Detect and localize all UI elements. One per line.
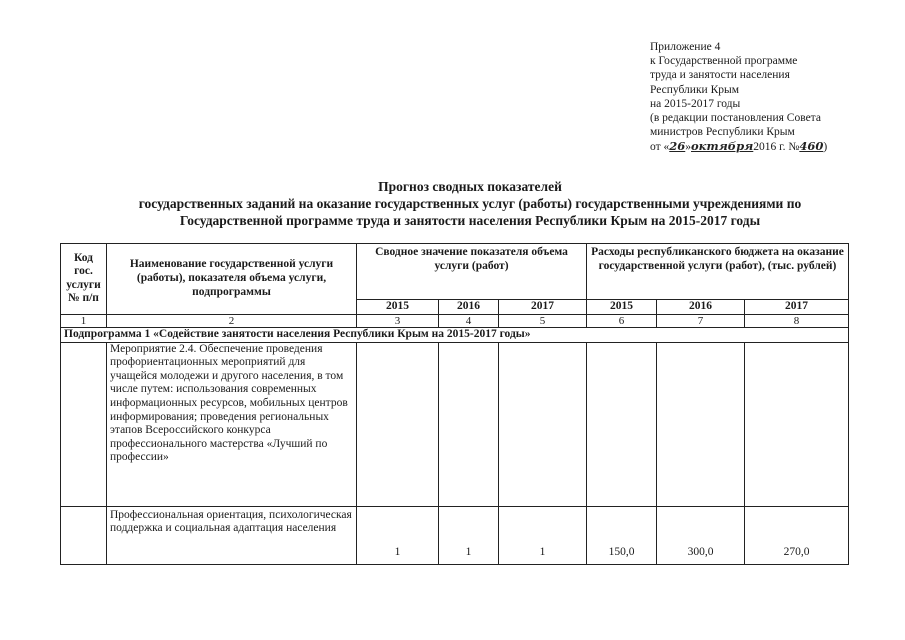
header-code: Код гос. услуги № п/п: [61, 244, 107, 315]
date-mid: »: [685, 141, 692, 154]
header-year: 2016: [439, 300, 499, 315]
date-month-handwritten: октября: [691, 139, 754, 154]
date-suffix: 2016 г. №: [753, 141, 800, 154]
date-day-handwritten: 26: [669, 139, 686, 154]
expense-2016: 300,0: [657, 506, 745, 564]
annex-line: (в редакции постановления Совета: [650, 112, 821, 125]
date-number-handwritten: 460: [799, 139, 824, 154]
title-line-1: Прогноз сводных показателей: [378, 179, 562, 194]
volume-2015: 1: [357, 506, 439, 564]
measure-description: Мероприятие 2.4. Обеспечение проведения профориентационных мероприятий для учащейся молодежи и другого населения, в том числе путем: использования современных информационных ресурсов, мобильных центров информирования; проведения региональных этапов Всероссийского конкурса профессионального мастерства «Лучший по профессии»: [107, 342, 357, 506]
column-number: 6: [587, 314, 657, 327]
header-year: 2017: [745, 300, 849, 315]
column-number: 2: [107, 314, 357, 327]
header-volume: Сводное значение показателя объема услуги (работ): [357, 244, 587, 300]
column-number: 7: [657, 314, 745, 327]
annex-line: на 2015-2017 годы: [650, 97, 741, 110]
expense-2015: 150,0: [587, 506, 657, 564]
title-line-3: Государственной программе труда и занятости населения Республики Крым на 2015-2017 годы: [179, 213, 761, 228]
volume-2016: 1: [439, 506, 499, 564]
header-expenses: Расходы республиканского бюджета на оказание государственной услуги (работ), (тыс. рублей): [587, 244, 849, 300]
subprogram-title: Подпрограмма 1 «Содействие занятости населения Республики Крым на 2015-2017 годы»: [61, 327, 849, 342]
annex-line: труда и занятости населения: [650, 69, 790, 82]
forecast-table: [60, 243, 849, 565]
title-line-2: государственных заданий на оказание государственных услуг (работы) государственными учреждениями по: [138, 196, 802, 211]
expense-2017: 270,0: [745, 506, 849, 564]
header-name: Наименование государственной услуги (работы), показателя объема услуги, подпрограммы: [107, 244, 357, 315]
header-year: 2015: [587, 300, 657, 315]
header-year: 2016: [657, 300, 745, 315]
volume-2017: 1: [499, 506, 587, 564]
column-number: 5: [499, 314, 587, 327]
header-year: 2017: [499, 300, 587, 315]
column-number: 8: [745, 314, 849, 327]
document-title: [60, 178, 880, 229]
service-name: Профессиональная ориентация, психологическая поддержка и социальная адаптация населения: [107, 506, 357, 564]
column-number: 3: [357, 314, 439, 327]
column-number: 1: [61, 314, 107, 327]
annex-line: Приложение 4: [650, 41, 721, 53]
annex-date-line: от «26»октября2016 г. №460): [650, 139, 828, 154]
annex-line: Республики Крым: [650, 83, 739, 96]
annex-block: [650, 40, 827, 155]
date-prefix: от «: [650, 141, 670, 154]
annex-line: к Государственной программе: [650, 55, 798, 68]
column-number: 4: [439, 314, 499, 327]
header-year: 2015: [357, 300, 439, 315]
annex-line: министров Республики Крым: [650, 126, 795, 139]
